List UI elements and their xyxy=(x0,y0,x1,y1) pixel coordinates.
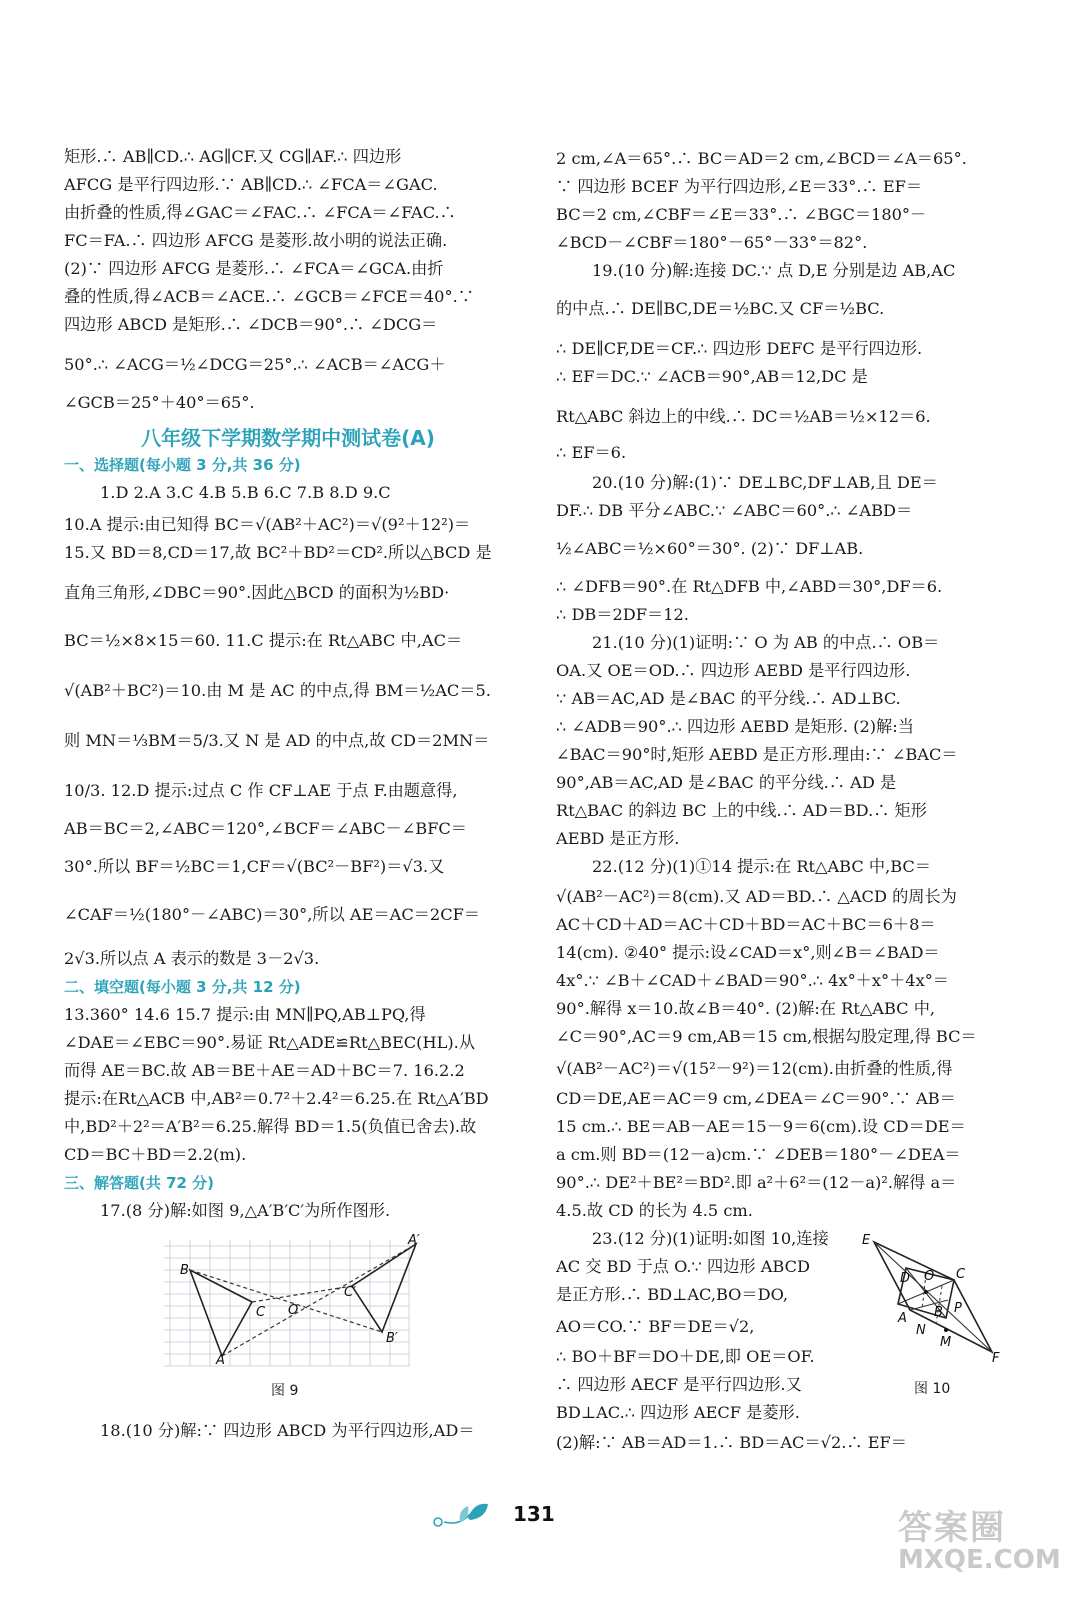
text-line: BC＝2 cm,∠CBF＝∠E＝33°.∴ ∠BGC＝180°－ xyxy=(556,205,927,224)
fig10-label: M xyxy=(940,1335,952,1350)
fig10-label: F xyxy=(992,1351,1000,1366)
text-line: ∴ ∠ADB＝90°.∴ 四边形 AEBD 是矩形. (2)解:当 xyxy=(556,717,914,736)
text-line: ∴ BO＋BF＝DO＋DE,即 OE＝OF. xyxy=(556,1347,815,1366)
text-line: 提示:在Rt△ACB 中,AB²＝0.7²＋2.4²＝6.25.在 Rt△A′BD xyxy=(64,1089,489,1108)
text-line: ∠BAC＝90°时,矩形 AEBD 是正方形.理由:∵ ∠BAC＝ xyxy=(556,745,958,764)
text-line: 直角三角形,∠DBC＝90°.因此△BCD 的面积为½BD· xyxy=(64,583,450,602)
text-line: 10.A 提示:由已知得 BC＝√(AB²＋AC²)＝√(9²＋12²)＝ xyxy=(64,515,471,534)
text-line: ∠BCD－∠CBF＝180°－65°－33°＝82°. xyxy=(556,233,868,252)
text-line: BC＝½×8×15＝60. 11.C 提示:在 Rt△ABC 中,AC＝ xyxy=(64,631,463,650)
text-line: ∠CAF＝½(180°－∠ABC)＝30°,所以 AE＝AC＝2CF＝ xyxy=(64,905,480,924)
fig9-label: C′ xyxy=(344,1285,357,1300)
text-line: OA.又 OE＝OD.∴ 四边形 AEBD 是平行四边形. xyxy=(556,661,911,680)
text-line: 4x°.∵ ∠B＋∠CAD＋∠BAD＝90°.∴ 4x°＋x°＋4x°＝ xyxy=(556,971,949,990)
fig10-label: N xyxy=(916,1323,926,1338)
text-line: AO＝CO.∵ BF＝DE＝√2, xyxy=(556,1317,755,1336)
fig9-label: C xyxy=(256,1305,266,1320)
text-line: 90°.解得 x＝10.故∠B＝40°. (2)解:在 Rt△ABC 中, xyxy=(556,999,936,1018)
fig10-label: A xyxy=(898,1311,907,1326)
text-line: 23.(12 分)(1)证明:如图 10,连接 xyxy=(592,1229,829,1248)
text-line: AC 交 BD 于点 O.∵ 四边形 ABCD xyxy=(556,1257,810,1276)
text-line: √(AB²－AC²)＝8(cm).又 AD＝BD.∴ △ACD 的周长为 xyxy=(556,887,957,906)
text-line: DF.∴ DB 平分∠ABC.∵ ∠ABC＝60°.∴ ∠ABD＝ xyxy=(556,501,913,520)
text-line: 而得 AE＝BC.故 AB＝BE＋AE＝AD＋BC＝7. 16.2.2 xyxy=(64,1061,465,1080)
text-line: ∵ AB＝AC,AD 是∠BAC 的平分线.∴ AD⊥BC. xyxy=(556,689,901,708)
leaf-decoration-icon xyxy=(430,1500,500,1532)
text-line: ∴ ∠DFB＝90°.在 Rt△DFB 中,∠ABD＝30°,DF＝6. xyxy=(556,577,943,596)
text-line: AB＝BC＝2,∠ABC＝120°,∠BCF＝∠ABC－∠BFC＝ xyxy=(64,819,467,838)
fig9-label: B xyxy=(180,1263,189,1278)
text-line: Rt△ABC 斜边上的中线.∴ DC＝½AB＝½×12＝6. xyxy=(556,407,931,426)
fig10-label: P xyxy=(954,1301,962,1316)
page-number: 131 xyxy=(513,1502,555,1526)
fig9-label: B′ xyxy=(386,1331,398,1346)
text-line: 10/3. 12.D 提示:过点 C 作 CF⊥AE 于点 F.由题意得, xyxy=(64,781,458,800)
fig9-label: A′ xyxy=(408,1233,420,1248)
text-line: CD＝BC＋BD＝2.2(m). xyxy=(64,1145,247,1164)
text-line: 四边形 ABCD 是矩形.∴ ∠DCB＝90°.∴ ∠DCG＝ xyxy=(64,315,438,334)
text-line: ∠C＝90°,AC＝9 cm,AB＝15 cm,根据勾股定理,得 BC＝ xyxy=(556,1027,977,1046)
text-line: 13.360° 14.6 15.7 提示:由 MN∥PQ,AB⊥PQ,得 xyxy=(64,1005,426,1024)
text-line: AFCG 是平行四边形.∵ AB∥CD.∴ ∠FCA＝∠GAC. xyxy=(64,175,438,194)
text-line: 15.又 BD＝8,CD＝17,故 BC²＋BD²＝CD².所以△BCD 是 xyxy=(64,543,492,562)
text-line: 中,BD²＋2²＝A′B²＝6.25.解得 BD＝1.5(负值已舍去).故 xyxy=(64,1117,477,1136)
text-line: 叠的性质,得∠ACB＝∠ACE.∴ ∠GCB＝∠FCE＝40°.∵ xyxy=(64,287,474,306)
exam-title: 八年级下学期数学期中测试卷(A) xyxy=(141,426,435,450)
text-line: 4.5.故 CD 的长为 4.5 cm. xyxy=(556,1201,753,1220)
text-line: 2 cm,∠A＝65°.∴ BC＝AD＝2 cm,∠BCD＝∠A＝65°. xyxy=(556,149,967,168)
text-line: a cm.则 BD＝(12－a)cm.∵ ∠DEB＝180°－∠DEA＝ xyxy=(556,1145,961,1164)
text-line: 21.(10 分)(1)证明:∵ O 为 AB 的中点.∴ OB＝ xyxy=(592,633,940,652)
text-line: (2)∵ 四边形 AFCG 是菱形.∴ ∠FCA＝∠GCA.由折 xyxy=(64,259,444,278)
text-line: 的中点.∴ DE∥BC,DE＝½BC.又 CF＝½BC. xyxy=(556,299,885,318)
section-heading: 二、填空题(每小题 3 分,共 12 分) xyxy=(64,978,301,996)
text-line: FC＝FA.∴ 四边形 AFCG 是菱形.故小明的说法正确. xyxy=(64,231,448,250)
text-line: 20.(10 分)解:(1)∵ DE⊥BC,DF⊥AB,且 DE＝ xyxy=(592,473,938,492)
text-line: 90°.∴ DE²＋BE²＝BD².即 a²＋6²＝(12－a)².解得 a＝ xyxy=(556,1173,957,1192)
fig10-label: O xyxy=(924,1269,935,1284)
text-line: 由折叠的性质,得∠GAC＝∠FAC.∴ ∠FCA＝∠FAC.∴ xyxy=(64,203,456,222)
text-line: ∠GCB＝25°＋40°＝65°. xyxy=(64,393,255,412)
text-line: AC＋CD＋AD＝AC＋CD＋BD＝AC＋BC＝6＋8＝ xyxy=(556,915,936,934)
text-line: AEBD 是正方形. xyxy=(556,829,680,848)
fig9-label: A xyxy=(216,1353,225,1368)
section-heading: 一、选择题(每小题 3 分,共 36 分) xyxy=(64,456,301,474)
section-heading: 三、解答题(共 72 分) xyxy=(64,1174,215,1192)
fig10-label: C xyxy=(956,1267,966,1282)
figure-9 xyxy=(164,1233,420,1368)
text-line: ∴ EF＝DC.∵ ∠ACB＝90°,AB＝12,DC 是 xyxy=(556,367,868,386)
text-line: 15 cm.∴ BE＝AB－AE＝15－9＝6(cm).设 CD＝DE＝ xyxy=(556,1117,966,1136)
text-line: 90°,AB＝AC,AD 是∠BAC 的平分线.∴ AD 是 xyxy=(556,773,897,792)
text-line: ∴ DE∥CF,DE＝CF.∴ 四边形 DEFC 是平行四边形. xyxy=(556,339,923,358)
text-line: 是正方形.∴ BD⊥AC,BO＝DO, xyxy=(556,1285,789,1304)
fig10-label: E xyxy=(862,1233,871,1248)
text-line: ∵ 四边形 BCEF 为平行四边形,∠E＝33°.∴ EF＝ xyxy=(556,177,923,196)
watermark: 答案圈 xyxy=(898,1508,1006,1548)
text-line: 50°.∴ ∠ACG＝½∠DCG＝25°.∴ ∠ACB＝∠ACG＋ xyxy=(64,355,446,374)
text-line: √(AB²－AC²)＝√(15²－9²)＝12(cm).由折叠的性质,得 xyxy=(556,1059,953,1078)
text-line: 30°.所以 BF＝½BC＝1,CF＝√(BC²－BF²)＝√3.又 xyxy=(64,857,445,876)
text-line: Rt△BAC 的斜边 BC 上的中线.∴ AD＝BD.∴ 矩形 xyxy=(556,801,927,820)
text-line: 17.(8 分)解:如图 9,△A′B′C′为所作图形. xyxy=(100,1201,391,1220)
text-line: ∠DAE＝∠EBC＝90°.易证 Rt△ADE≌Rt△BEC(HL).从 xyxy=(64,1033,476,1052)
text-line: 22.(12 分)(1)①14 提示:在 Rt△ABC 中,BC＝ xyxy=(592,857,931,876)
text-line: 2√3.所以点 A 表示的数是 3－2√3. xyxy=(64,949,320,968)
text-line: √(AB²＋BC²)＝10.由 M 是 AC 的中点,得 BM＝½AC＝5. xyxy=(64,681,491,700)
text-line: (2)解:∵ AB＝AD＝1.∴ BD＝AC＝√2.∴ EF＝ xyxy=(556,1433,907,1452)
text-line: ∴ EF＝6. xyxy=(556,443,627,462)
text-line: 19.(10 分)解:连接 DC.∵ 点 D,E 分别是边 AB,AC xyxy=(592,261,956,280)
figure-10 xyxy=(862,1230,1004,1366)
answers-row: 1.D 2.A 3.C 4.B 5.B 6.C 7.B 8.D 9.C xyxy=(100,483,391,502)
text-line: CD＝DE,AE＝AC＝9 cm,∠DEA＝∠C＝90°.∵ AB＝ xyxy=(556,1089,956,1108)
watermark-url: MXQE.COM xyxy=(898,1545,1061,1575)
fig10-label: B xyxy=(934,1305,943,1320)
text-line: 18.(10 分)解:∵ 四边形 ABCD 为平行四边形,AD＝ xyxy=(100,1421,475,1440)
text-line: ∴ DB＝2DF＝12. xyxy=(556,605,689,624)
figure-caption: 图 9 xyxy=(271,1383,299,1399)
text-line: BD⊥AC.∴ 四边形 AECF 是菱形. xyxy=(556,1403,800,1422)
figure-caption: 图 10 xyxy=(914,1381,951,1397)
text-line: 矩形.∴ AB∥CD.∴ AG∥CF.又 CG∥AF.∴ 四边形 xyxy=(64,147,402,166)
text-line: 14(cm). ②40° 提示:设∠CAD＝x°,则∠B＝∠BAD＝ xyxy=(556,943,940,962)
text-line: 则 MN＝⅓BM＝5/3.又 N 是 AD 的中点,故 CD＝2MN＝ xyxy=(64,731,490,750)
fig9-label: O xyxy=(288,1303,299,1318)
fig10-label: D xyxy=(900,1271,911,1286)
text-line: ½∠ABC＝½×60°＝30°. (2)∵ DF⊥AB. xyxy=(556,539,864,558)
text-line: ∴ 四边形 AECF 是平行四边形.又 xyxy=(556,1375,802,1394)
